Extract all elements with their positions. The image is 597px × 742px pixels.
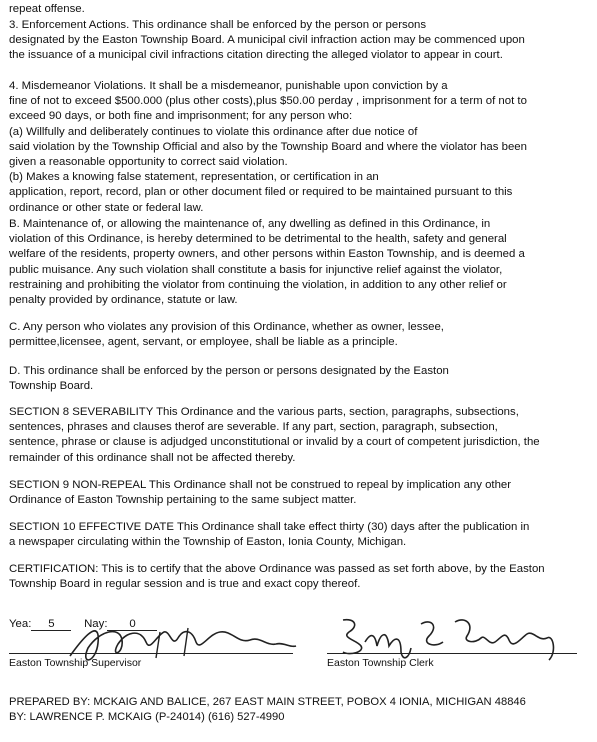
- signature-block: [0, 610, 597, 680]
- supervisor-signature-line: [9, 653, 293, 654]
- paragraph-enforcement-actions: 3. Enforcement Actions. This ordinance shall be enforced by the person or persons designated by the Easton Township Board. A municipal civil infraction action may be commenced upon the issuance of a municipal civil infractions citation directing the alleged violator to appear in court.: [9, 19, 525, 62]
- section-10-effective-date: SECTION 10 EFFECTIVE DATE This Ordinance shall take effect thirty (30) days after the publication in a newspaper circulating within the Township of Easton, Ionia County, Michigan.: [9, 521, 530, 549]
- yea-label: Yea:: [9, 618, 32, 630]
- certification: CERTIFICATION: This is to certify that the above Ordinance was passed as set forth above, by the Easton Township Board in regular session and is true and exact copy thereof.: [9, 563, 545, 591]
- nay-value: 0: [107, 618, 157, 631]
- paragraph-any-person: C. Any person who violates any provision of this Ordinance, whether as owner, lessee, permittee,licensee, agent, servant, or employee, shall be liable as a principle.: [9, 321, 444, 349]
- yea-value: 5: [31, 618, 71, 631]
- clerk-signature-line: [327, 653, 577, 654]
- section-8-severability: SECTION 8 SEVERABILITY This Ordinance and the various parts, section, paragraphs, subsections, sentences, phrases and clauses therof are severable. If any part, section, paragraph, subsection, sentence, phrase or clause is adjudged unconstitutional or invalid by a court of competent jurisdiction, the remainder of this ordinance shall not be affected thereby.: [9, 406, 540, 464]
- prepared-by: PREPARED BY: MCKAIG AND BALICE, 267 EAST MAIN STREET, POBOX 4 IONIA, MICHIGAN 48846 BY: LAWRENCE P. MCKAIG (P-24014) (616) 527-4990: [9, 696, 526, 723]
- section-9-non-repeal: SECTION 9 NON-REPEAL This Ordinance shall not be construed to repeal by implication any other Ordinance of Easton Township pertaining to the same subject matter.: [9, 479, 512, 507]
- paragraph-enforcement-board: D. This ordinance shall be enforced by the person or persons designated by the Easton Township Board.: [9, 365, 449, 393]
- clerk-label: Easton Township Clerk: [327, 657, 434, 669]
- paragraph-repeat-offense: repeat offense.: [9, 3, 85, 15]
- paragraph-maintenance: B. Maintenance of, or allowing the maintenance of, any dwelling as defined in this Ordinance, in violation of this Ordinance, is hereby determined to be detrimental to the health, safety and general welfare of the residents, property owners, and other persons within Easton Township, and is deemed a public muisance. Any such violation shall constitute a basis for injunctive relief against the violator, restraining and prohibiting the violator from continuing the violation, in addition to any other relief or penalty provided by ordinance, statute or law.: [9, 218, 525, 307]
- paragraph-misdemeanor-violations: 4. Misdemeanor Violations. It shall be a misdemeanor, punishable upon conviction by a fine of not to exceed $500.000 (plus other costs),plus $50.00 perday , imprisonment for a term of not to exceed 90 days, or both fine and imprisonment; for any person who: (a) Willfully and deliberately continues to violate this ordinance after due notice of said violation by the Township Official and also by the Township Board and where the violator has been given a reasonable opportunity to correct said violation. (b) Makes a knowing false statement, representation, or certification in an application, report, record, plan or other document filed or required to be maintained pursuant to this ordinance or other state or federal law.: [9, 80, 527, 214]
- supervisor-label: Easton Township Supervisor: [9, 657, 142, 669]
- nay-label: Nay:: [84, 618, 108, 630]
